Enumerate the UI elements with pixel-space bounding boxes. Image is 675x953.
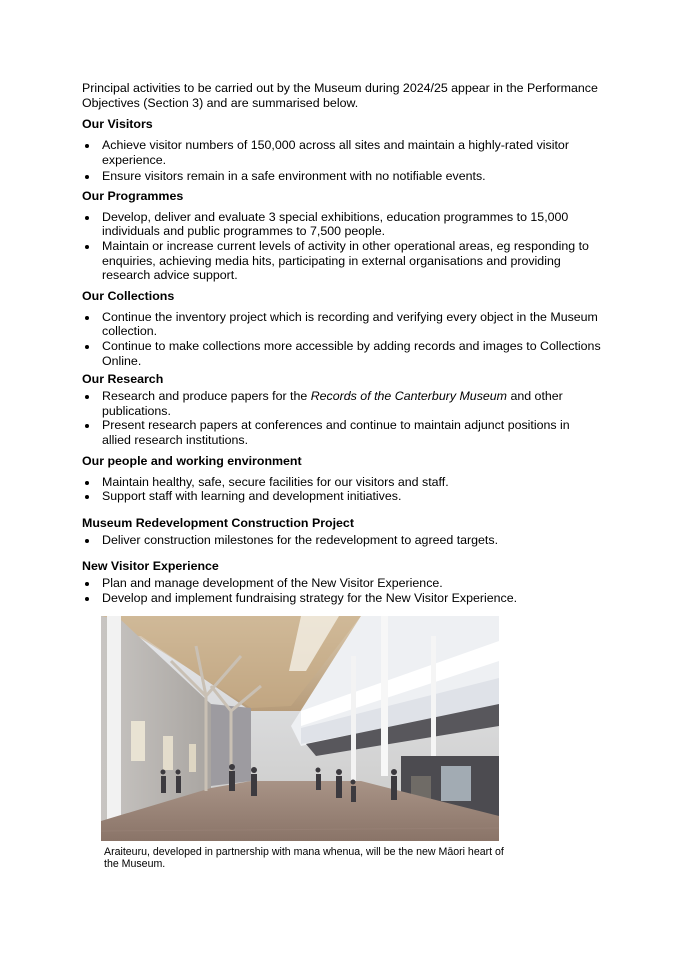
heading-redevelopment-project: Museum Redevelopment Construction Project — [82, 515, 354, 530]
list-our-people — [82, 475, 602, 504]
list-item: Deliver construction milestones for the redevelopment to agreed targets. — [82, 533, 602, 548]
list-item: Develop, deliver and evaluate 3 special exhibitions, education programmes to 15,000 individuals and public programmes to 7,500 people. — [82, 210, 602, 239]
list-item — [82, 389, 602, 418]
list-our-programmes — [82, 210, 602, 283]
figure-caption: Araiteuru, developed in partnership with mana whenua, will be the new Māori heart of the Museum. — [104, 846, 504, 871]
item-text-before: Research and produce papers for the — [102, 389, 311, 404]
list-item: Continue the inventory project which is recording and verifying every object in the Museum collection. — [82, 310, 602, 339]
heading-our-research: Our Research — [82, 372, 164, 387]
list-our-visitors — [82, 138, 602, 184]
list-item: Plan and manage development of the New Visitor Experience. — [82, 576, 602, 591]
document-body — [82, 81, 602, 605]
heading-new-visitor-experience: New Visitor Experience — [82, 559, 219, 574]
list-item: Support staff with learning and development initiatives. — [82, 489, 602, 504]
intro-paragraph: Principal activities to be carried out by the Museum during 2024/25 appear in the Performance Objectives (Section 3) and are summarised below. — [82, 81, 598, 110]
museum-interior-rendering — [101, 616, 499, 841]
list-our-research — [82, 389, 602, 447]
list-item: Maintain healthy, safe, secure facilities for our visitors and staff. — [82, 475, 602, 490]
list-new-visitor-experience — [82, 576, 602, 605]
heading-our-people: Our people and working environment — [82, 453, 302, 468]
heading-our-visitors: Our Visitors — [82, 117, 153, 131]
list-item: Present research papers at conferences and continue to maintain adjunct positions in allied research institutions. — [82, 418, 602, 447]
list-item: Achieve visitor numbers of 150,000 across all sites and maintain a highly-rated visitor experience. — [82, 138, 602, 167]
list-item: Develop and implement fundraising strategy for the New Visitor Experience. — [82, 591, 602, 606]
list-redevelopment-project — [82, 533, 602, 548]
item-text-after: and other publications. — [102, 389, 563, 418]
heading-our-collections: Our Collections — [82, 288, 175, 303]
journal-title: Records of the Canterbury Museum — [310, 389, 507, 404]
list-item: Continue to make collections more accessible by adding records and images to Collections Online. — [82, 339, 602, 368]
list-item: Ensure visitors remain in a safe environment with no notifiable events. — [82, 169, 602, 184]
list-item: Maintain or increase current levels of activity in other operational areas, eg responding to enquiries, achieving media hits, participating in external organisations and providing research advice support. — [82, 239, 602, 283]
heading-our-programmes: Our Programmes — [82, 188, 184, 203]
list-our-collections — [82, 310, 602, 368]
